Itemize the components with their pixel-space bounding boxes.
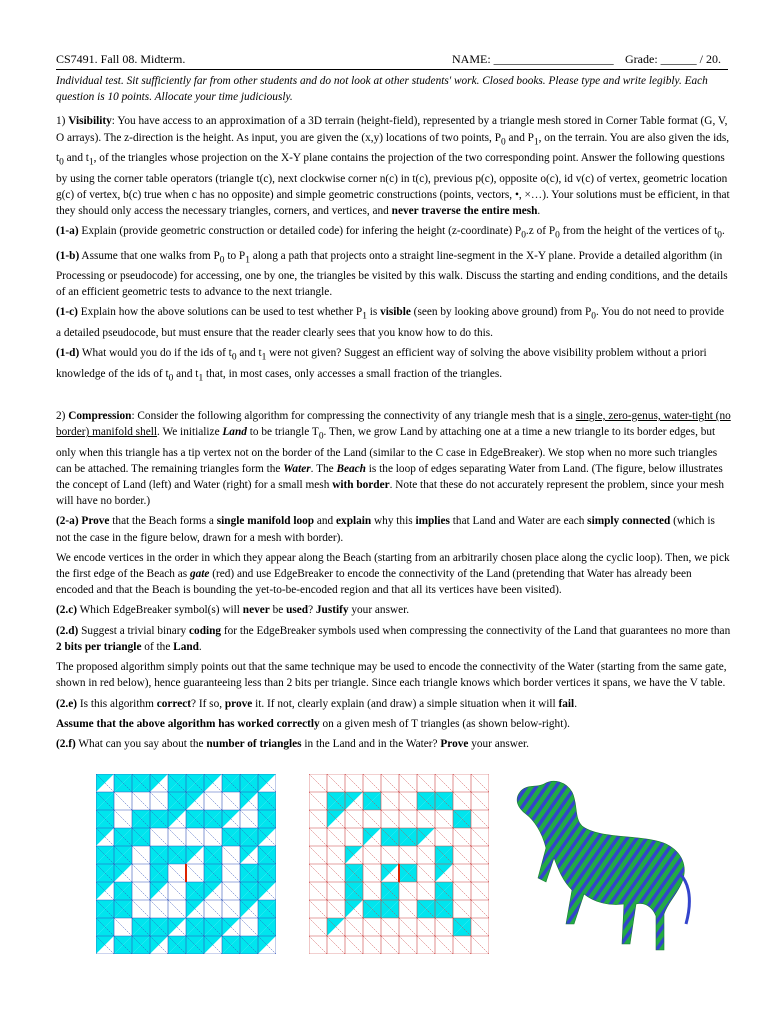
mesh-diagonal bbox=[399, 792, 417, 810]
mesh-diagonal bbox=[186, 864, 204, 882]
mesh-diagonal bbox=[471, 900, 489, 918]
question-2f: (2.f) What can you say about the number of triangles in the Land and in the Water? Prove your answer. bbox=[56, 737, 529, 750]
mesh-diagonal bbox=[435, 774, 453, 792]
question-1: 1) Visibility: You have access to an approximation of a 3D terrain (height-field), represented by a triangle mesh stored in Corner Table format (G, V, O arrays). The z-direction is the height. As input, you are given the (x,y) locations of two points, $P_0$ and $P_1$, on the terrain. You are also given the ids, $t_0$ and $t_1$, of the triangles whose projection on the X-Y plane contains the projection of the two corresponding point. Answer the following questions by using the corner table operators (triangle t(c), next clockwise corner n(c) in t(c), previous p(c), opposite o(c), id v(c) of vertex, geometric location g(c) of vertex, b(c) true when c has no opposite) and simple geometric constructions (points, vectors, •, ×…). Your solutions must be efficient, in that they should only access the necessary triangles, corners, and vertices, and never traverse the entire mesh. bbox=[56, 115, 730, 217]
figures-row bbox=[96, 774, 756, 974]
mesh-diagonal bbox=[150, 900, 168, 918]
question-2a: (2-a) Prove that the Beach forms a single manifold loop and explain why this implies that Land and Water are each simply connected (which is not the case in the figure below, drawn for a mesh with border). bbox=[56, 515, 715, 544]
mesh-diagonal bbox=[204, 900, 222, 918]
mesh-diagonal bbox=[471, 882, 489, 900]
mesh-diagonal bbox=[471, 792, 489, 810]
horse-body bbox=[517, 781, 684, 950]
mesh-diagonal bbox=[222, 864, 240, 882]
mesh-diagonal bbox=[453, 846, 471, 864]
mesh-diagonal bbox=[435, 828, 453, 846]
mesh-diagonal bbox=[222, 792, 240, 810]
mesh-diagonal bbox=[222, 900, 240, 918]
mesh-diagonal bbox=[186, 828, 204, 846]
mesh-diagonal bbox=[453, 774, 471, 792]
question-1b: (1-b) Assume that one walks from $P_0$ to $P_1$ along a path that projects onto a straight line-segment in the X-Y plane. Provide a detailed algorithm (in Processing or pseudocode) for accessing, one by one, the triangles be visited by this walk. Discuss the starting and ending conditions, and the details of an efficient geometric tests to advance to the next triangle. bbox=[56, 249, 728, 299]
mesh-diagonal bbox=[453, 882, 471, 900]
water-grid-figure bbox=[309, 774, 489, 954]
mesh-diagonal bbox=[132, 900, 150, 918]
mesh-diagonal bbox=[471, 846, 489, 864]
land-grid-figure bbox=[96, 774, 276, 954]
mesh-diagonal bbox=[363, 882, 381, 900]
name-field: NAME: ____________________ bbox=[452, 52, 614, 66]
course-label: CS7491. Fall 08. Midterm. bbox=[56, 52, 186, 66]
mesh-diagonal bbox=[399, 900, 417, 918]
mesh-diagonal bbox=[471, 918, 489, 936]
mesh-diagonal bbox=[168, 882, 186, 900]
mesh-diagonal bbox=[363, 864, 381, 882]
mesh-diagonal bbox=[132, 792, 150, 810]
mesh-diagonal bbox=[309, 810, 327, 828]
mesh-diagonal bbox=[327, 864, 345, 882]
mesh-diagonal bbox=[453, 900, 471, 918]
mesh-diagonal bbox=[240, 918, 258, 936]
grade-field: Grade: ______ / 20. bbox=[625, 52, 721, 66]
exam-body bbox=[56, 73, 731, 756]
mesh-diagonal bbox=[150, 828, 168, 846]
question-1a: (1-a) Explain (provide geometric construction or detailed code) for infering the height (z-coordinate) $P_0.z$ of $P_0$ from the height of the vertices of $t_0$. bbox=[56, 225, 725, 241]
mesh-diagonal bbox=[363, 918, 381, 936]
mesh-diagonal bbox=[345, 828, 363, 846]
question-2: 2) Compression: Consider the following algorithm for compressing the connectivity of any triangle mesh that is a single, zero-genus, water-tight (no border) manifold shell. We initialize Land to be triangle $T_0$. Then, we grow Land by attaching one at a time a new triangle to its border edges, but only when this triangle has a tip vertex not on the border of the Land (similar to the C case in EdgeBreaker). We stop when no more such triangles can be attached. The remaining triangles form the Water. The Beach is the loop of edges separating Water from Land. (The figure, below illustrates the concept of Land (left) and Water (right) for a small mesh with border. Note that these do not accurately represent the problem, since your mesh will have no border.) bbox=[56, 410, 731, 508]
mesh-diagonal bbox=[327, 828, 345, 846]
mesh-diagonal bbox=[345, 810, 363, 828]
assume-paragraph: Assume that the above algorithm has worked correctly on a given mesh of T triangles (as shown below-right). bbox=[56, 717, 570, 730]
mesh-diagonal bbox=[381, 792, 399, 810]
mesh-diagonal bbox=[399, 918, 417, 936]
mesh-diagonal bbox=[309, 792, 327, 810]
mesh-diagonal bbox=[132, 846, 150, 864]
mesh-diagonal bbox=[453, 864, 471, 882]
mesh-diagonal bbox=[453, 828, 471, 846]
mesh-diagonal bbox=[327, 774, 345, 792]
proposed-paragraph: The proposed algorithm simply points out that the same technique may be used to encode the connectivity of the Water (starting from the same gate, shown in red below), hence guaranteeing less than 2 bits per triangle. Since each triangle knows which border vertices it spans, we have the V table. bbox=[56, 661, 727, 690]
mesh-diagonal bbox=[453, 936, 471, 954]
mesh-diagonal bbox=[381, 846, 399, 864]
mesh-diagonal bbox=[471, 864, 489, 882]
mesh-diagonal bbox=[435, 936, 453, 954]
mesh-diagonal bbox=[363, 810, 381, 828]
question-2e: (2.e) Is this algorithm correct? If so, prove it. If not, clearly explain (and draw) a simple situation when it will fail. bbox=[56, 697, 578, 710]
mesh-diagonal bbox=[204, 828, 222, 846]
mesh-diagonal bbox=[417, 864, 435, 882]
mesh-diagonal bbox=[417, 810, 435, 828]
mesh-diagonal bbox=[114, 810, 132, 828]
mesh-diagonal bbox=[417, 918, 435, 936]
header-rule bbox=[56, 69, 728, 70]
mesh-diagonal bbox=[132, 864, 150, 882]
mesh-diagonal bbox=[327, 900, 345, 918]
mesh-diagonal bbox=[345, 918, 363, 936]
mesh-diagonal bbox=[399, 882, 417, 900]
mesh-diagonal bbox=[222, 882, 240, 900]
mesh-diagonal bbox=[399, 774, 417, 792]
mesh-diagonal bbox=[363, 846, 381, 864]
question-2c: (2.c) Which EdgeBreaker symbol(s) will never be used? Justify your answer. bbox=[56, 604, 410, 617]
mesh-diagonal bbox=[417, 936, 435, 954]
mesh-diagonal bbox=[417, 882, 435, 900]
mesh-diagonal bbox=[309, 936, 327, 954]
mesh-diagonal bbox=[417, 774, 435, 792]
mesh-diagonal bbox=[309, 900, 327, 918]
mesh-diagonal bbox=[222, 846, 240, 864]
mesh-diagonal bbox=[204, 792, 222, 810]
mesh-diagonal bbox=[327, 936, 345, 954]
mesh-diagonal bbox=[471, 828, 489, 846]
question-2d: (2.d) Suggest a trivial binary coding for the EdgeBreaker symbols used when compressing the connectivity of the Land that guarantees no more than 2 bits per triangle of the Land. bbox=[56, 624, 731, 653]
mesh-diagonal bbox=[399, 810, 417, 828]
mesh-diagonal bbox=[381, 810, 399, 828]
mesh-diagonal bbox=[327, 846, 345, 864]
encode-paragraph: We encode vertices in the order in which they appear along the Beach (starting from an arbitrarily chosen place along the cyclic loop). Then, we pick the first edge of the Beach as gate (red) and use EdgeBreaker to encode the connectivity of the Land (pretending that Water has already been encoded and that the Beach is bounding the yet-to-be-encoded region and that all its vertices have been visited). bbox=[56, 551, 730, 597]
question-1d: (1-d) What would you do if the ids of $t_0$ and $t_1$ were not given? Suggest an efficient way of solving the above visibility problem without a priori knowledge of the ids of $t_0$ and $t_1$ that, in most cases, only accesses a small fraction of the triangles. bbox=[56, 347, 707, 383]
mesh-diagonal bbox=[453, 792, 471, 810]
question-1c: (1-c) Explain how the above solutions can be used to test whether $P_1$ is visible (seen by looking above ground) from $P_0$. You do not need to provide a detailed pseudocode, but must ensure that the reader clearly sees that you know how to do this. bbox=[56, 306, 724, 339]
mesh-diagonal bbox=[363, 936, 381, 954]
mesh-diagonal bbox=[327, 882, 345, 900]
mesh-diagonal bbox=[168, 828, 186, 846]
mesh-diagonal bbox=[168, 900, 186, 918]
mesh-diagonal bbox=[309, 846, 327, 864]
mesh-diagonal bbox=[114, 792, 132, 810]
mesh-diagonal bbox=[435, 810, 453, 828]
mesh-diagonal bbox=[381, 774, 399, 792]
mesh-diagonal bbox=[435, 918, 453, 936]
mesh-diagonal bbox=[309, 918, 327, 936]
mesh-diagonal bbox=[150, 792, 168, 810]
mesh-diagonal bbox=[471, 936, 489, 954]
mesh-diagonal bbox=[168, 864, 186, 882]
mesh-diagonal bbox=[363, 774, 381, 792]
mesh-diagonal bbox=[309, 864, 327, 882]
mesh-diagonal bbox=[381, 918, 399, 936]
mesh-diagonal bbox=[132, 882, 150, 900]
mesh-diagonal bbox=[309, 882, 327, 900]
zebra-horse-figure bbox=[504, 774, 699, 974]
mesh-diagonal bbox=[399, 936, 417, 954]
mesh-diagonal bbox=[471, 810, 489, 828]
mesh-diagonal bbox=[114, 918, 132, 936]
instructions: Individual test. Sit sufficiently far from other students and do not look at other students' work. Closed books. Please type and write legibly. Each question is 10 points. Allocate your time judiciously. bbox=[56, 75, 708, 104]
section-gap bbox=[56, 390, 731, 408]
mesh-diagonal bbox=[345, 774, 363, 792]
mesh-diagonal bbox=[399, 846, 417, 864]
mesh-diagonal bbox=[309, 774, 327, 792]
mesh-diagonal bbox=[381, 936, 399, 954]
mesh-diagonal bbox=[471, 774, 489, 792]
mesh-diagonal bbox=[417, 846, 435, 864]
mesh-diagonal bbox=[240, 810, 258, 828]
mesh-diagonal bbox=[309, 828, 327, 846]
mesh-diagonal bbox=[345, 936, 363, 954]
